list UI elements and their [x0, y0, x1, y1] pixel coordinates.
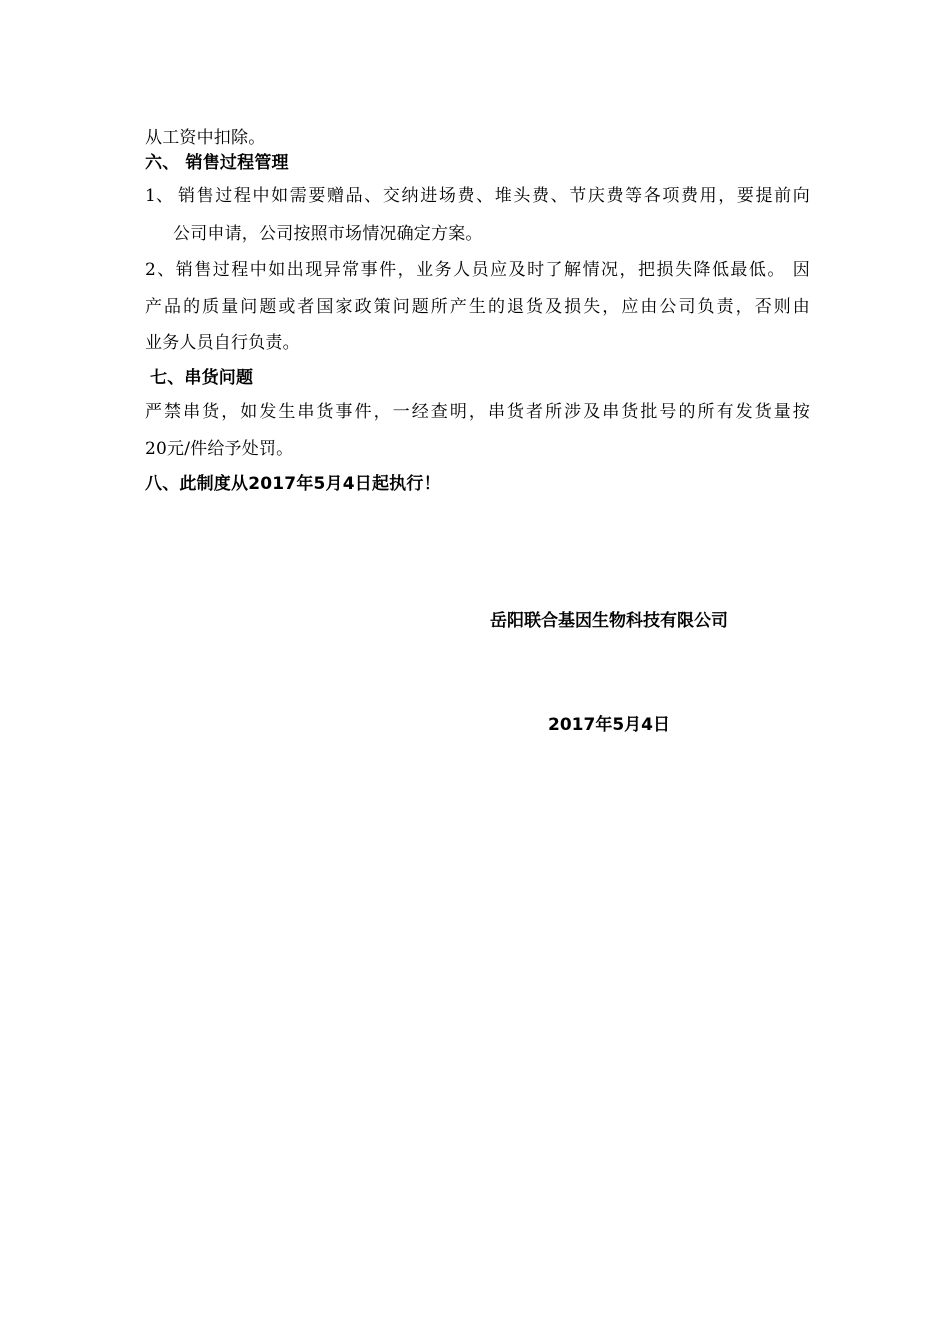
signature-date: 2017年5月4日	[548, 715, 670, 735]
section-7-line-1: 严禁串货，如发生串货事件，一经查明，串货者所涉及串货批号的所有发货量按	[145, 402, 810, 422]
item-2-line-3: 业务人员自行负责。	[145, 333, 300, 353]
item-1-number: 1、	[145, 186, 174, 206]
continuation-text: 从工资中扣除。	[145, 128, 266, 148]
section-8-heading: 八、此制度从2017年5月4日起执行！	[145, 474, 441, 494]
section-7-heading: 七、串货问题	[150, 368, 254, 388]
item-1-line-1: 销售过程中如需要赠品、交纳进场费、堆头费、节庆费等各项费用，要提前向	[178, 186, 810, 206]
section-6-heading: 六、 销售过程管理	[145, 153, 289, 173]
section-7-line-2: 20元/件给予处罚。	[145, 439, 294, 459]
section-6-item-1	[145, 184, 810, 208]
signature-company: 岳阳联合基因生物科技有限公司	[490, 611, 728, 631]
item-2-line-2: 产品的质量问题或者国家政策问题所产生的退货及损失，应由公司负责，否则由	[145, 297, 810, 317]
item-2-line-1: 2、销售过程中如出现异常事件，业务人员应及时了解情况，把损失降低最低。 因	[145, 260, 810, 280]
item-1-line-2: 公司申请，公司按照市场情况确定方案。	[173, 224, 483, 244]
